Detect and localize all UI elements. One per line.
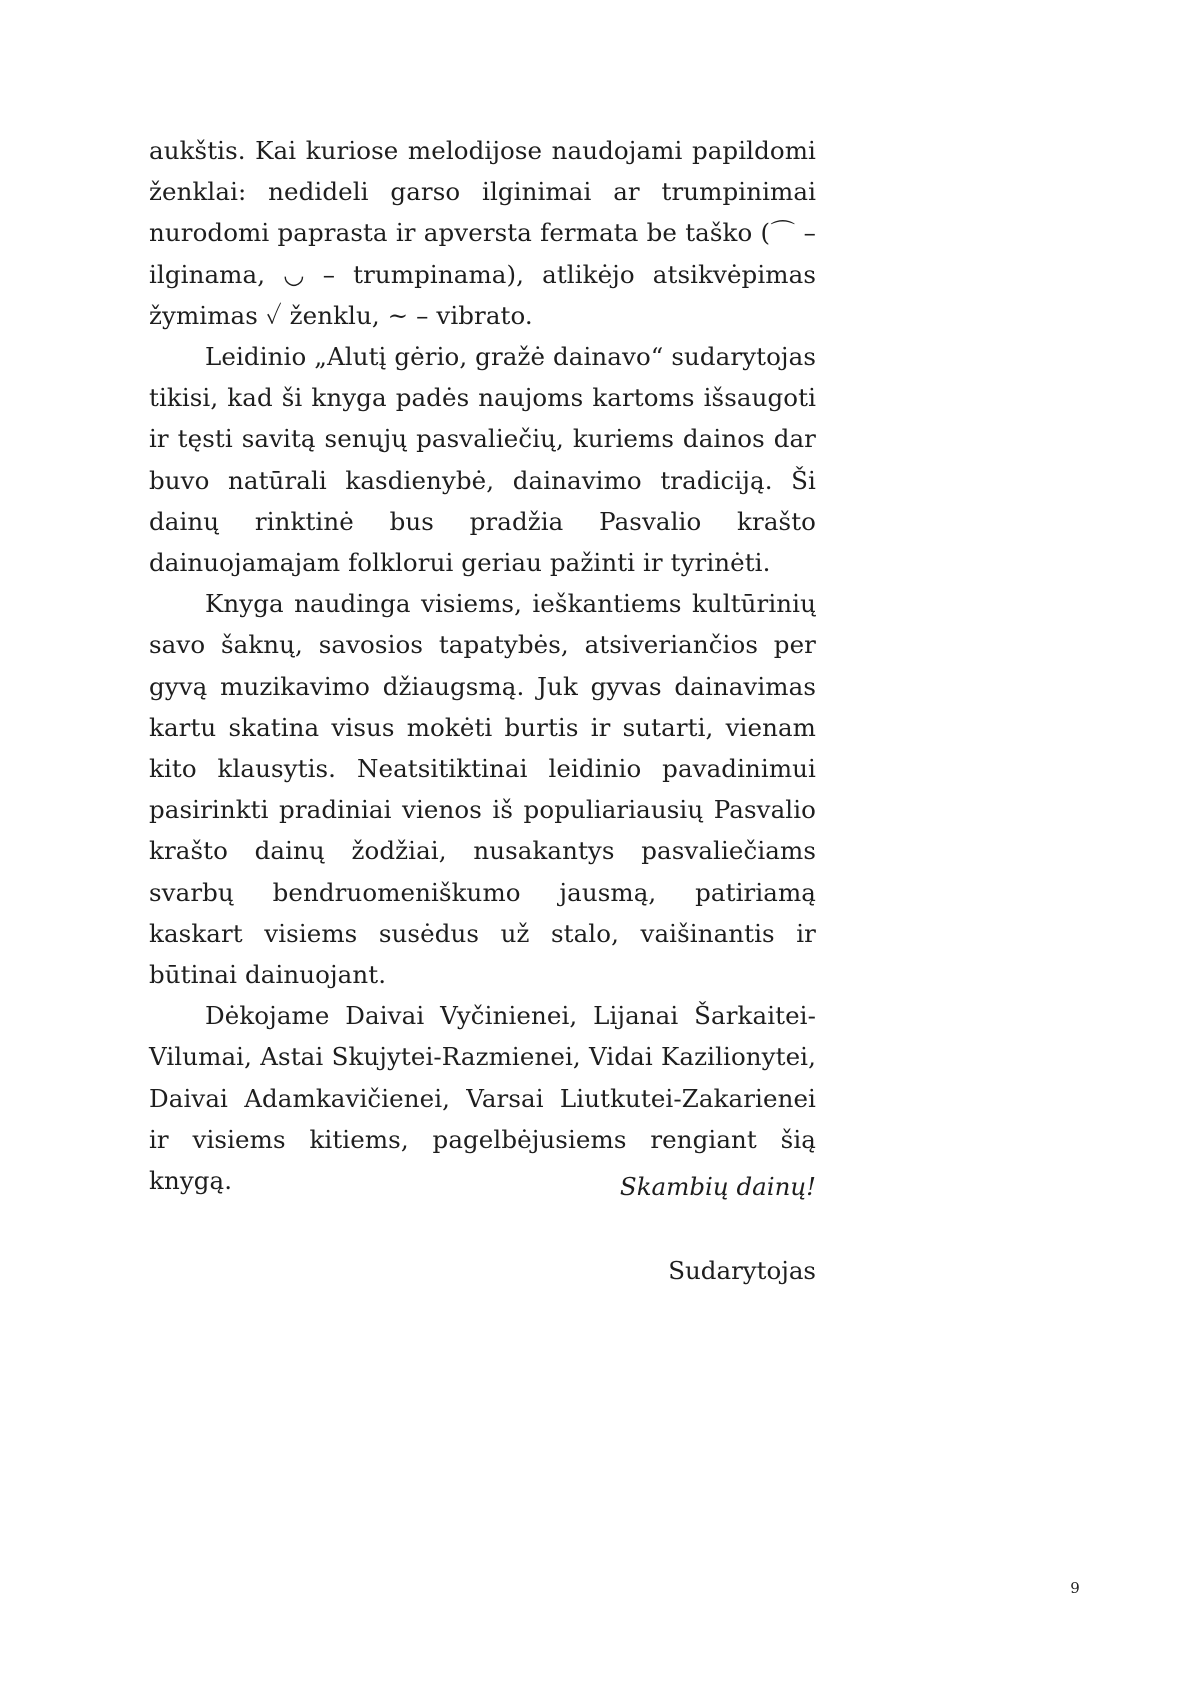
closing-wish: Skambių dainų! [619,1172,816,1201]
paragraph: Dėkojame Daivai Vyčinienei, Lijanai Šarkaitei-Vilumai, Astai Skujytei-Razmienei, Vidai Kazilionytei, Daivai Adamkavičienei, Varsai Liutkutei-Zakarienei ir visiems kitiems, pagelbėjusiems rengiant šią knygą. [149,1001,816,1196]
body-text [149,130,816,1201]
closing-author: Sudarytojas [668,1256,816,1285]
paragraph: aukštis. Kai kuriose melodijose naudojami papildomi ženklai: nedideli garso ilginimai ar trumpinimai nurodomi paprasta ir apversta fermata be taško (⌒ – ilginama, ◡ – trumpinama), atlikėjo atsikvėpimas žymimas ✓ ženklu, ~ – vibrato. [149,136,816,330]
page-number: 9 [1070,1579,1080,1597]
paragraph: Knyga naudinga visiems, ieškantiems kultūrinių savo šaknų, savosios tapatybės, atsiveriančios per gyvą muzikavimo džiaugsmą. Juk gyvas dainavimas kartu skatina visus mokėti burtis ir sutarti, vienam kito klausytis. Neatsitiktinai leidinio pavadinimui pasirinkti pradiniai vienos iš populiariausių Pasvalio krašto dainų žodžiai, nusakantys pasvaliečiams svarbų bendruomeniškumo jausmą, patiriamą kaskart visiems susėdus už stalo, vaišinantis ir būtinai dainuojant. [149,589,816,990]
paragraph: Leidinio „Alutį gėrio, gražė dainavo“ sudarytojas tikisi, kad ši knyga padės naujoms kartoms išsaugoti ir tęsti savitą senųjų pasvaliečių, kuriems dainos dar buvo natūrali kasdienybė, dainavimo tradiciją. Ši dainų rinktinė bus pradžia Pasvalio krašto dainuojamajam folklorui geriau pažinti ir tyrinėti. [149,342,816,578]
